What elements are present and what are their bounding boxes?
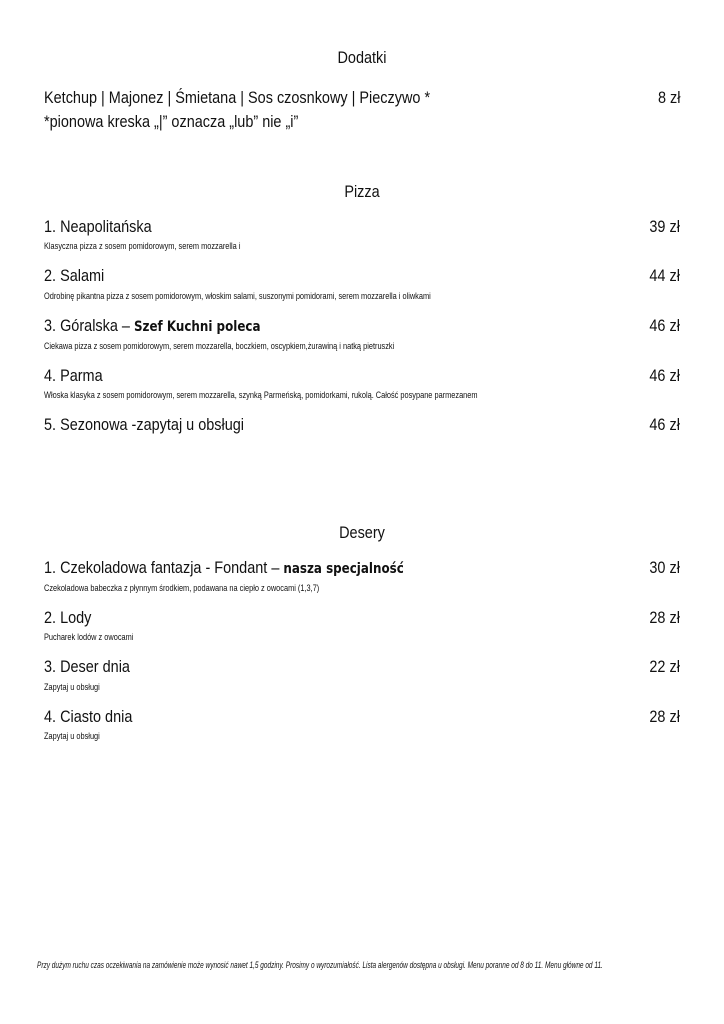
pizza-item-price: 44 zł	[649, 266, 680, 285]
pizza-item-name: 4. Parma	[44, 366, 103, 385]
pizza-item-desc: Włoska klasyka z sosem pomidorowym, serem mozzarella, szynką Parmeńską, pomidorkami, rukolą. Całość posypane parmezanem	[44, 390, 478, 400]
dessert-item-name: 2. Lody	[44, 608, 92, 627]
dessert-item-desc: Zapytaj u obsługi	[44, 731, 100, 741]
footer-note: Przy dużym ruchu czas oczekiwania na zamówienie może wynosić nawet 1,5 godziny. Prosimy o wyrozumiałość. Lista alergenów dostępna u obsługi. Menu poranne od 8 do 11. Menu główne od 11.	[37, 960, 603, 970]
dessert-item-desc: Pucharek lodów z owocami	[44, 632, 134, 642]
pizza-item-price: 46 zł	[649, 316, 680, 335]
dessert-item-price: 30 zł	[649, 558, 680, 577]
pizza-item-desc: Klasyczna pizza z sosem pomidorowym, serem mozzarella i	[44, 241, 241, 251]
dessert-item-price: 28 zł	[649, 608, 680, 627]
dessert-item-name	[44, 558, 404, 578]
section-title-pizza: Pizza	[344, 182, 380, 201]
pizza-item-price: 46 zł	[649, 415, 680, 434]
dessert-item-desc: Czekoladowa babeczka z płynnym środkiem, podawana na ciepło z owocami (1,3,7)	[44, 583, 320, 593]
dessert-item-price: 28 zł	[649, 707, 680, 726]
dessert-item-name: 4. Ciasto dnia	[44, 707, 133, 726]
pizza-item-name: 2. Salami	[44, 266, 105, 285]
pizza-item-price: 39 zł	[649, 217, 680, 236]
pizza-item-price: 46 zł	[649, 366, 680, 385]
dodatki-note: *pionowa kreska „|” oznacza „lub” nie „i”	[44, 112, 299, 131]
pizza-item-desc: Odrobinę pikantna pizza z sosem pomidorowym, włoskim salami, suszonymi pomidorami, serem mozzarella i oliwkami	[44, 291, 431, 301]
pizza-item-name-text: 3. Góralska –	[44, 316, 134, 335]
dessert-item-desc: Zapytaj u obsługi	[44, 682, 100, 692]
dessert-item-price: 22 zł	[649, 657, 680, 676]
dessert-item-name-text: 1. Czekoladowa fantazja - Fondant –	[44, 558, 284, 577]
section-title-dodatki: Dodatki	[337, 48, 387, 67]
pizza-item-name	[44, 316, 260, 336]
specialty-tag: nasza specjalność	[283, 561, 404, 577]
pizza-item-name: 5. Sezonowa -zapytaj u obsługi	[44, 415, 245, 434]
dessert-item-name: 3. Deser dnia	[44, 657, 130, 676]
pizza-item-name: 1. Neapolitańska	[44, 217, 152, 236]
pizza-item-desc: Ciekawa pizza z sosem pomidorowym, serem mozzarella, boczkiem, oscypkiem,żurawiną i natką pietruszki	[44, 341, 395, 351]
dodatki-price: 8 zł	[657, 88, 680, 107]
section-title-desery: Desery	[339, 523, 385, 542]
chef-recommends-tag: Szef Kuchni poleca	[133, 319, 261, 335]
dodatki-items: Ketchup | Majonez | Śmietana | Sos czosnkowy | Pieczywo *	[44, 88, 431, 107]
